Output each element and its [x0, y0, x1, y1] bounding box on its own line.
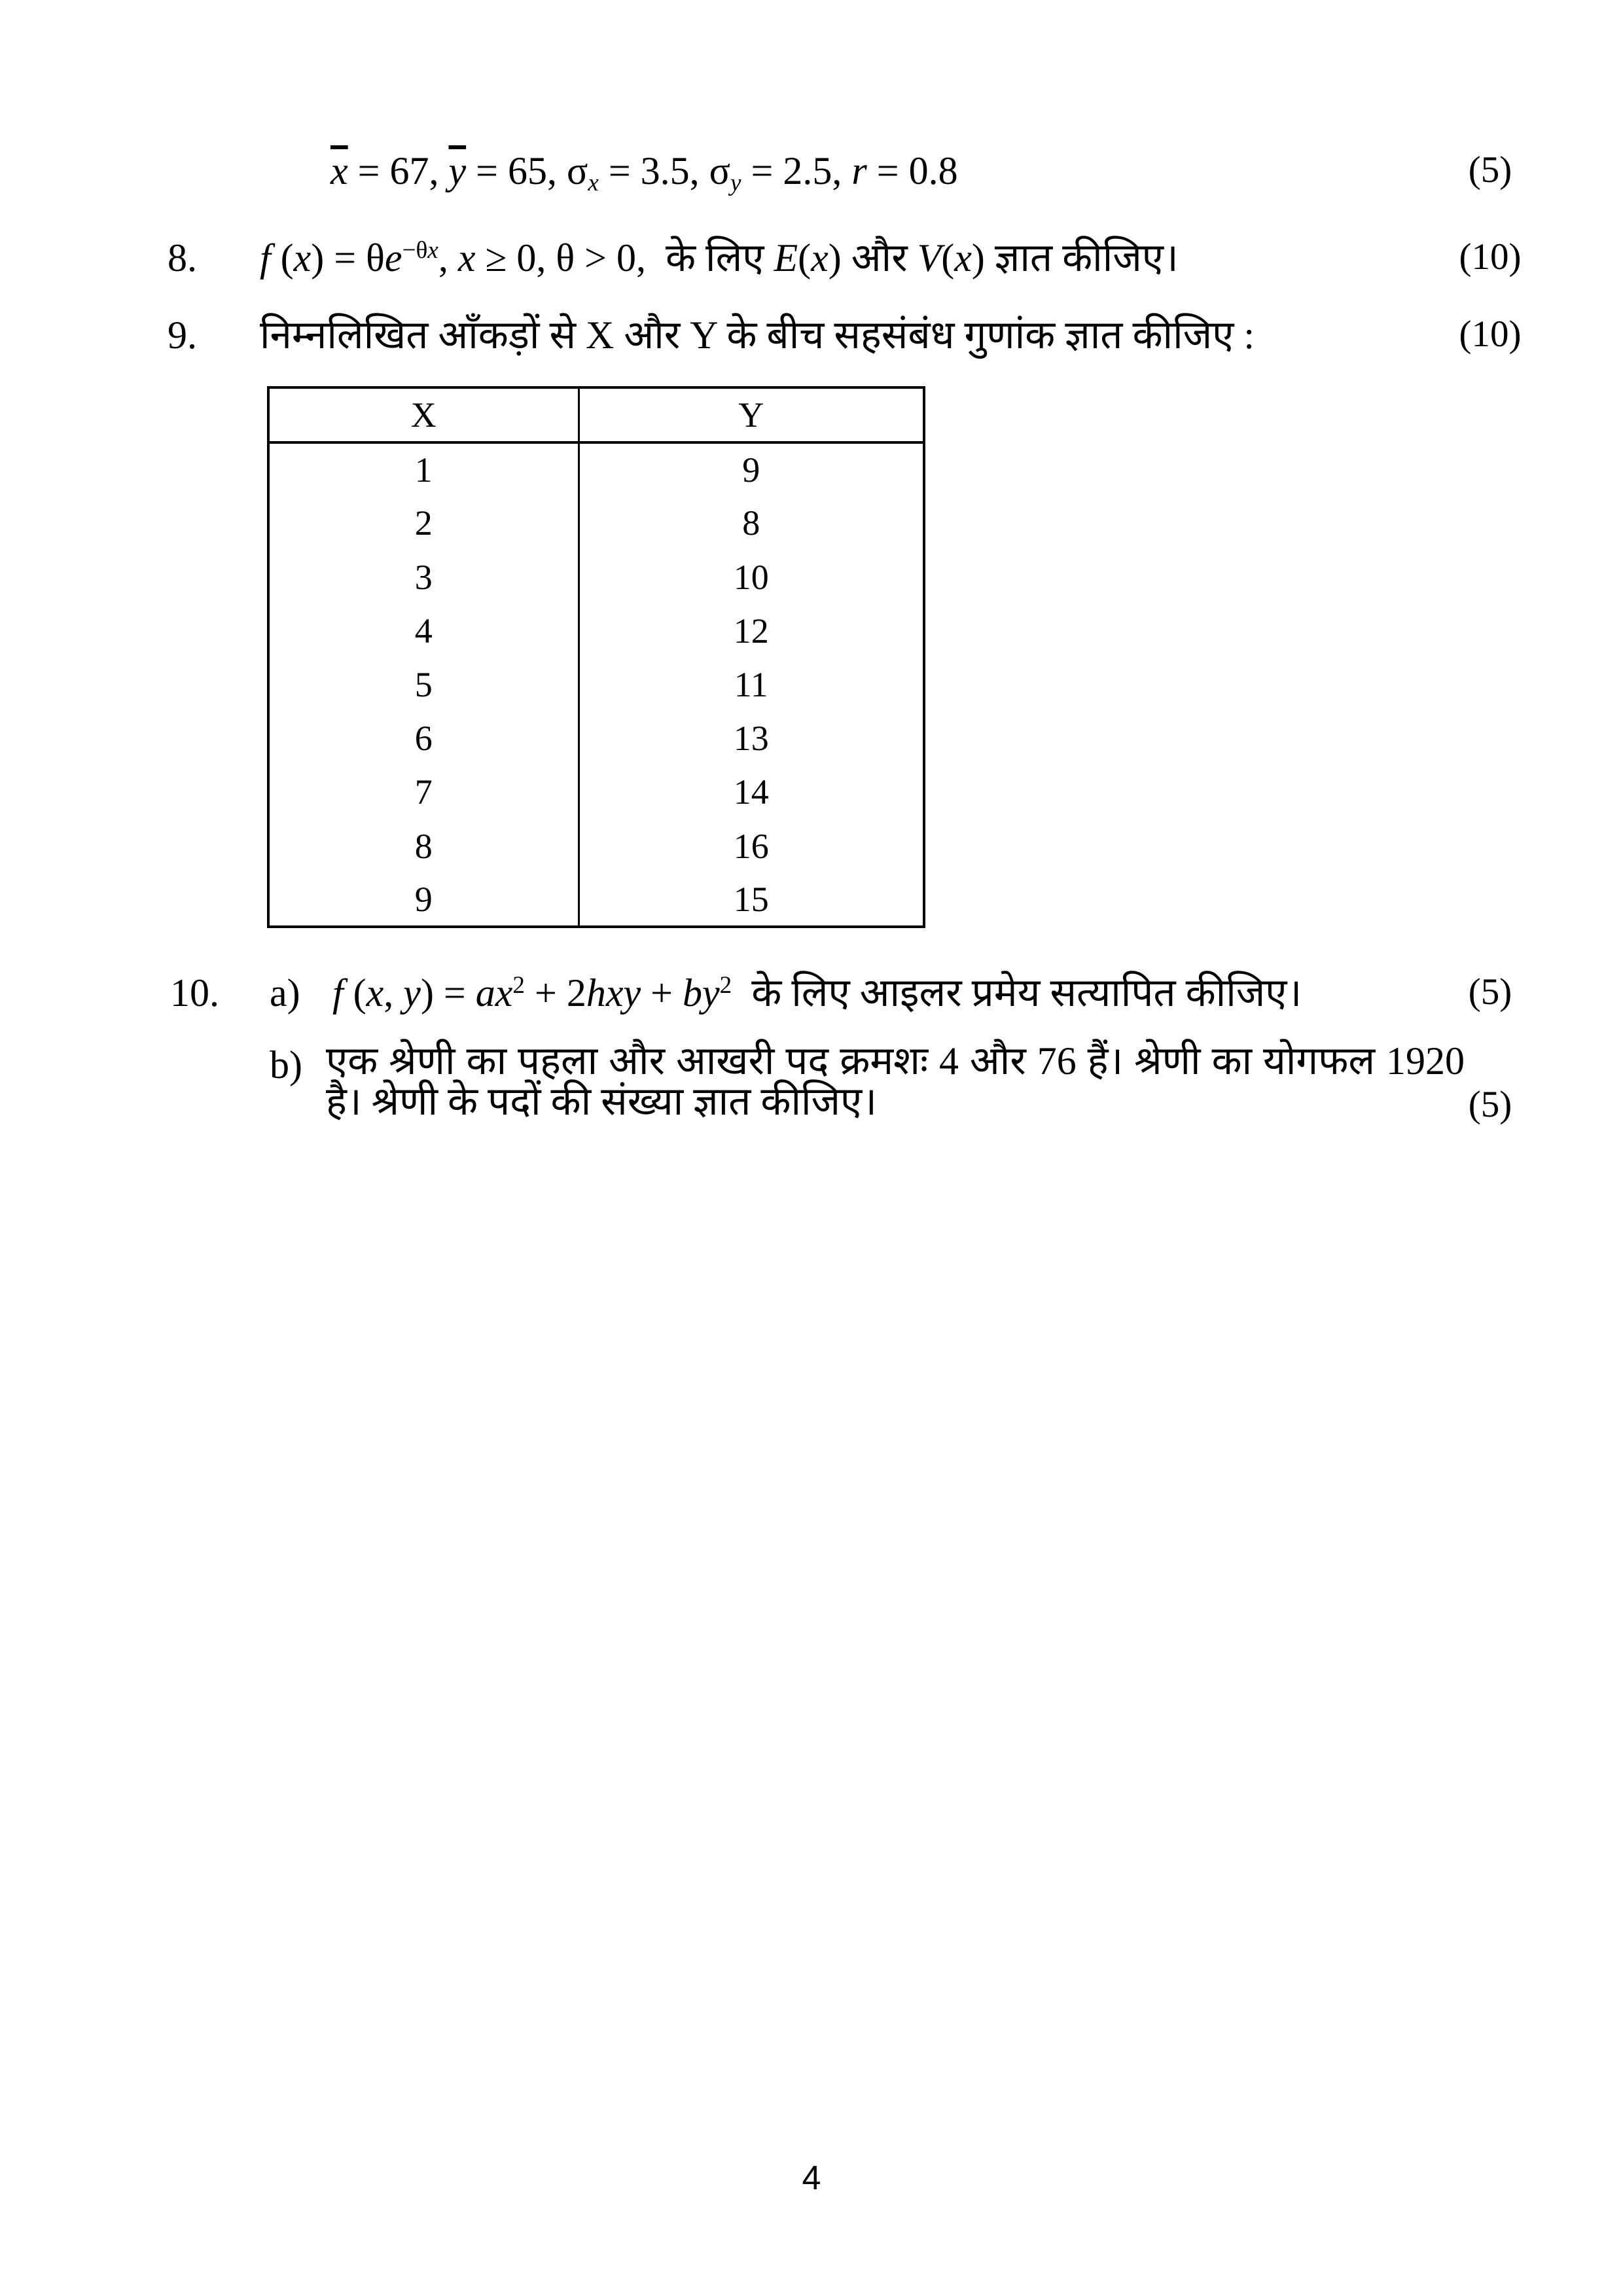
question-10b-label: b)	[270, 1043, 302, 1086]
table-header-x: X	[268, 387, 579, 442]
table-cell-x: 9	[268, 873, 579, 927]
table-cell-y: 13	[733, 719, 769, 759]
table-row	[268, 765, 924, 819]
question-10b-body: एक श्रेणी का पहला और आखरी पद क्रमशः 4 और 76 हैं। श्रेणी का योगफल 1920 है। श्रेणी के पदों की संख्या ज्ञात कीजिए।	[326, 1039, 1465, 1123]
question-10-number: 10.	[170, 971, 219, 1014]
table-cell-y: 12	[733, 611, 769, 651]
table-row	[268, 550, 924, 603]
table-body	[268, 442, 924, 927]
table-cell-x: 4	[268, 604, 579, 658]
table-row	[268, 711, 924, 765]
table-row	[268, 873, 924, 927]
question-8-number: 8.	[168, 236, 197, 279]
table-row	[268, 819, 924, 873]
table-cell-x: 1	[268, 442, 579, 496]
question-10b-marks: (5)	[1468, 1084, 1512, 1125]
table-cell-y: 14	[733, 772, 769, 812]
table-cell-x: 3	[268, 550, 579, 603]
xy-data-table	[267, 386, 925, 928]
table-row	[268, 442, 924, 496]
question-9-number: 9.	[168, 314, 197, 357]
table-cell-y: 8	[742, 503, 760, 543]
table-cell-x: 5	[268, 658, 579, 711]
question-8-body: f $(x) = \theta e^{-\theta x}$, x ≥ 0, θ > 0, के लिए E(x) और V(x) ज्ञात कीजिए।	[260, 236, 1179, 279]
question-10a-marks: (5)	[1468, 971, 1512, 1013]
table-cell-y: 10	[733, 557, 769, 597]
table-row	[268, 658, 924, 711]
table-cell-y: 11	[734, 664, 768, 704]
table-cell-x: 6	[268, 711, 579, 765]
table-cell-y: 15	[733, 879, 769, 919]
table-cell-x: 8	[268, 819, 579, 873]
question-10a-label: a)	[270, 971, 300, 1014]
given-values-formula: $\overline{x} = 67$, $\overline{y} = 65$, $\sigma_x = 3.5$, $\sigma_y = 2.5$, r = 0.8	[330, 149, 958, 197]
given-values-marks: (5)	[1468, 149, 1512, 190]
table-row	[268, 604, 924, 658]
table-header-y: Y	[579, 387, 924, 442]
question-9-body: निम्नलिखित आँकड़ों से X और Y के बीच सहसंबंध गुणांक ज्ञात कीजिए :	[260, 314, 1255, 357]
question-9-marks: (10)	[1459, 314, 1522, 355]
table-cell-y: 16	[733, 826, 769, 866]
table-cell-x: 7	[268, 765, 579, 819]
table-header-row	[268, 387, 924, 442]
question-10a-body: f (x, $y) = ax^2 + 2hxy + by^2$ के लिए आइलर प्रमेय सत्यापित कीजिए।	[332, 971, 1302, 1014]
table-cell-y: 9	[742, 450, 760, 490]
page-number: 4	[802, 2159, 821, 2197]
table-cell-x: 2	[268, 496, 579, 550]
table-row	[268, 496, 924, 550]
question-8-marks: (10)	[1459, 236, 1522, 278]
